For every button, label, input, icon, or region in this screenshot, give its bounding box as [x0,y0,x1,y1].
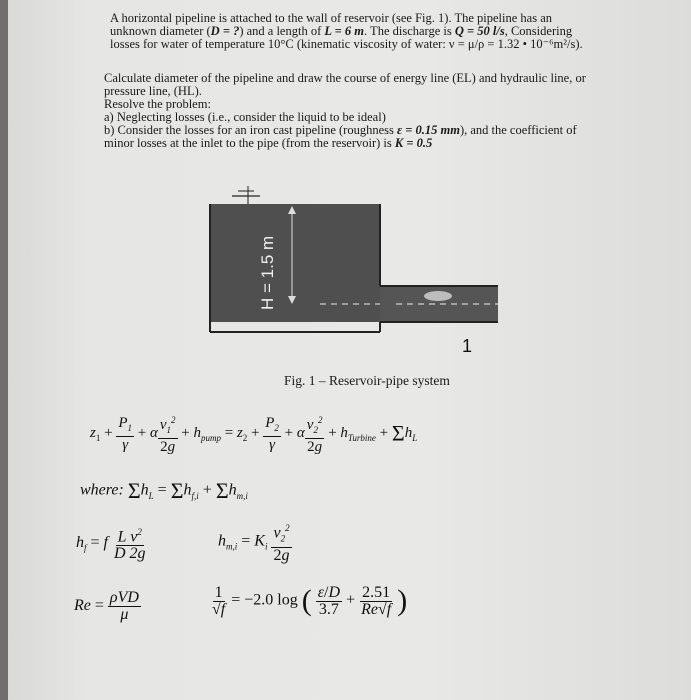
text-line: pressure line, (HL). [104,84,202,98]
reynolds-equation: Re = $\frac{\text{ρVD}}{\mu}$ [74,589,139,623]
friction-loss-equation: $h_f = f$ $\frac{L v^2}{D 2g}$ [76,524,148,562]
task-statement [104,72,624,150]
text-line: losses for water of temperature 10°C (kinematic viscosity of water: ν = μ/ρ = 1.32 • 10⁻⁶m²/s). [110,37,583,51]
losses-equation: where: $\Sigma h_L = \Sigma h_{f,i} + \Sigma h_{m,i}$ [80,478,248,503]
text-line: minor losses at the inlet to the pipe (from the reservoir) is K = 0.5 [104,136,433,150]
text-line: a) Neglecting losses (i.e., consider the liquid to be ideal) [104,110,386,124]
minor-loss-equation: $h_{m,i} = K_i$ $\frac{v_2^2}{2g}$ [218,520,292,564]
text-line: Resolve the problem: [104,97,211,111]
text-line: Calculate diameter of the pipeline and draw the course of energy line (EL) and hydraulic line, or [104,71,586,85]
text-line: b) Consider the losses for an iron cast pipeline (roughness ε = 0.15 mm), and the coefficient of [104,123,577,137]
colebrook-equation: $\frac{1}{√f}$ = −2.0 log ( $\frac{\varepsilon/D}{3.7}$ + $\frac{2.51}{Re√f}$ ) [212,583,408,618]
text-line: A horizontal pipeline is attached to the wall of reservoir (see Fig. 1). The pipeline has an [110,11,552,25]
figure-caption: Fig. 1 – Reservoir-pipe system [284,373,450,388]
document-page [8,0,691,700]
text-line: unknown diameter (D = ?) and a length of L = 6 m. The discharge is Q = 50 l/s, Considering [110,24,573,38]
point-label: 1 [462,336,473,356]
energy-equation: $z_1$ + $\frac{P_1}{\gamma}$ + α $\frac{v_1^2}{2g}$ + $h_{pump} = z_2$ + $\frac{P_2}{\gamma}$ + α $\frac{v_2^2}{2g}$ + $h_{Turbine} + \Sigma h_L$ [90,412,417,455]
problem-statement [110,12,610,51]
height-label: H = 1.5 m [258,235,277,310]
reservoir-pipe-figure [200,182,500,362]
